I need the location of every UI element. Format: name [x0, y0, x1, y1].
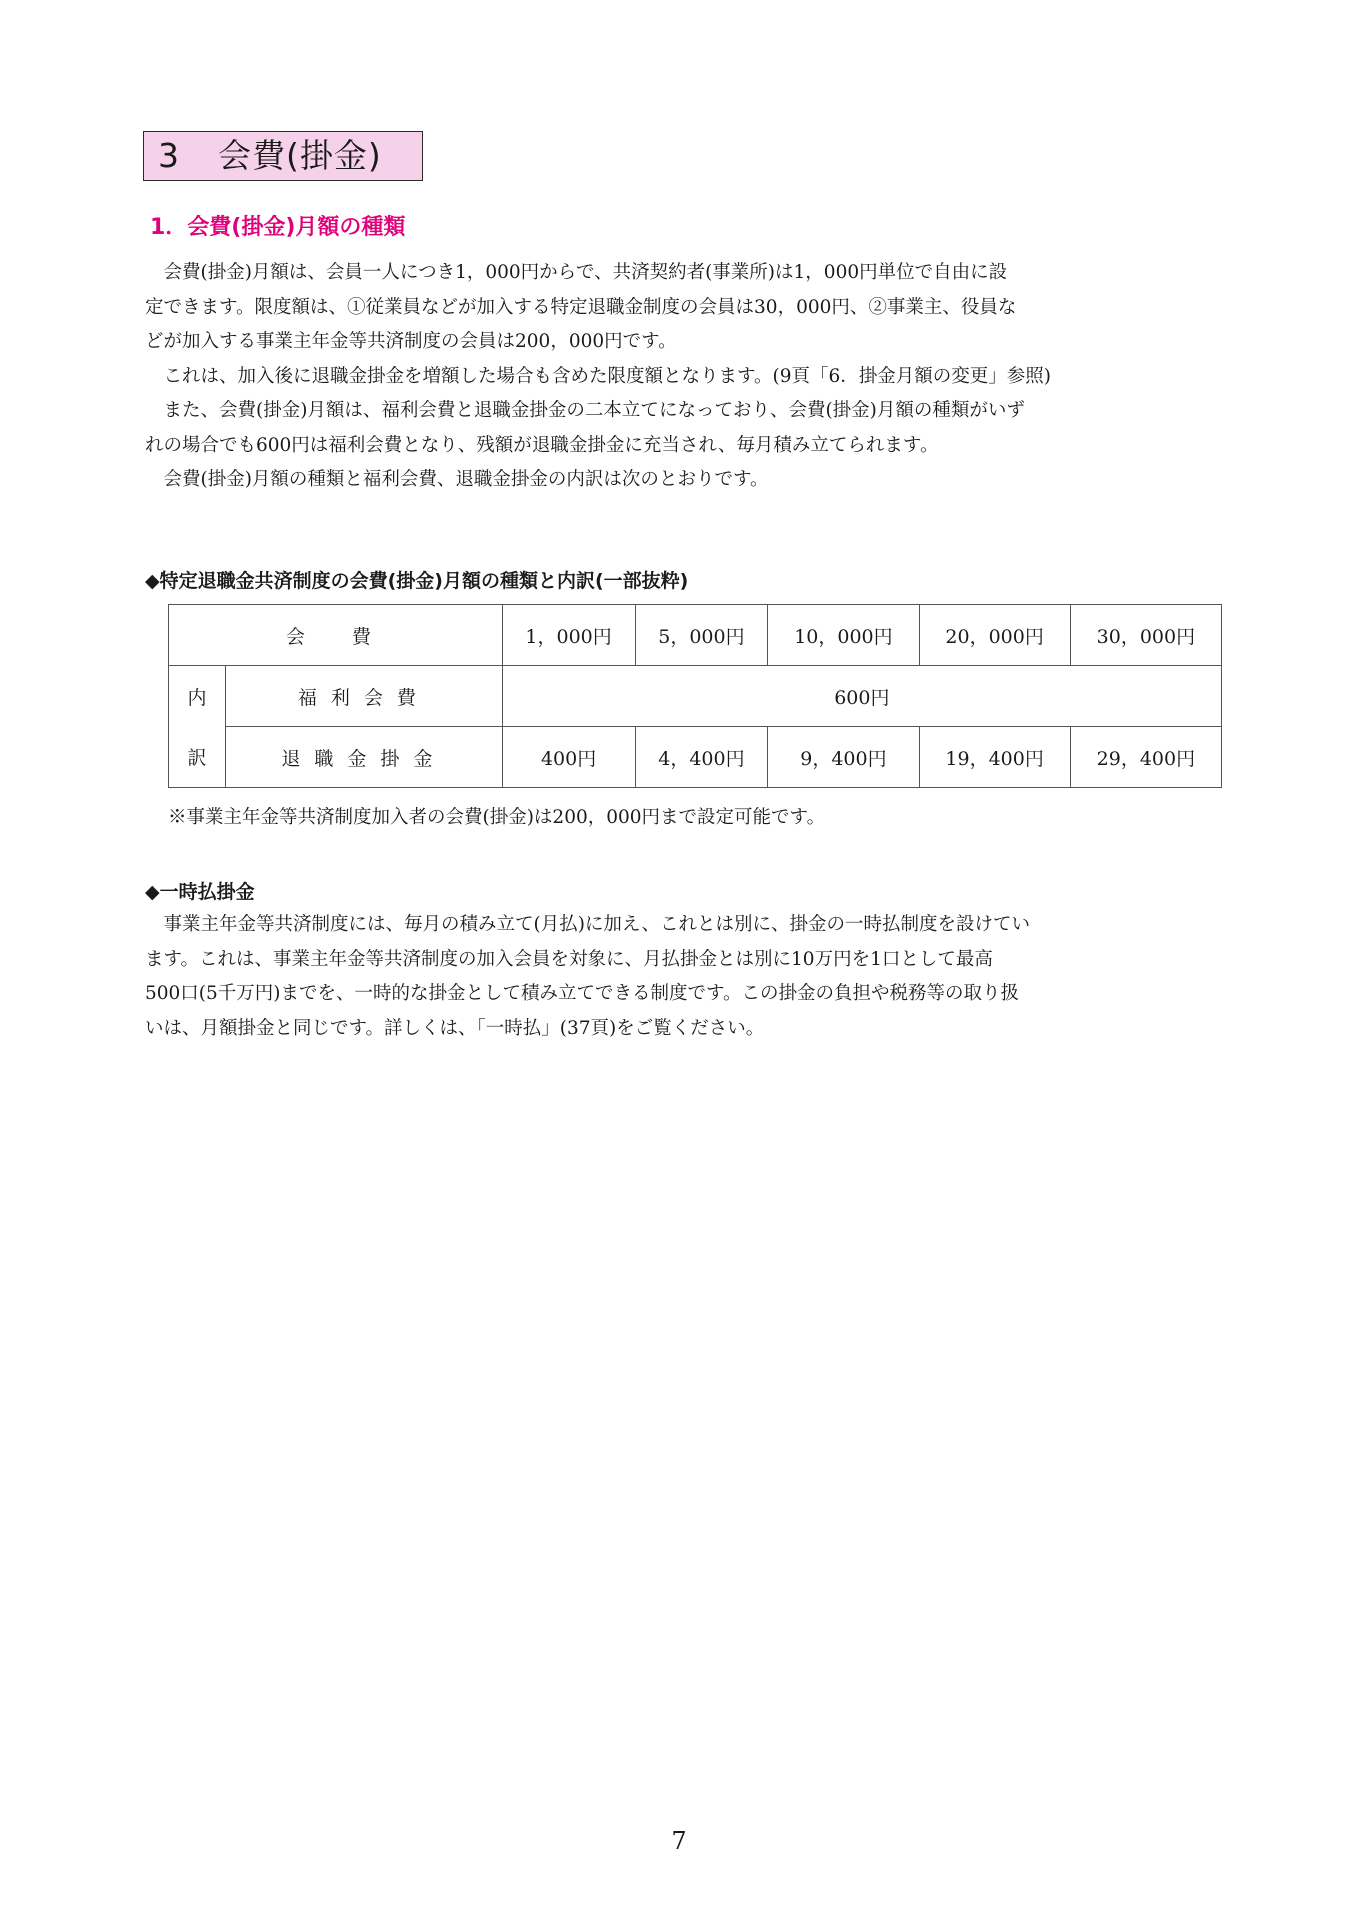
retirement-cell: 400円	[502, 727, 635, 788]
fee-cell: 10，000円	[768, 605, 919, 666]
retirement-cell: 4，400円	[635, 727, 768, 788]
table-note: ※事業主年金等共済制度加入者の会費(掛金)は200，000円まで設定可能です。	[168, 807, 826, 828]
breakdown-label-bottom: 訳	[169, 727, 226, 788]
text-line: ます。これは、事業主年金等共済制度の加入会員を対象に、月払掛金とは別に10万円を1口として最高	[145, 948, 993, 970]
lump-sum-heading: ◆一時払掛金	[145, 881, 255, 903]
fee-cell: 5，000円	[635, 605, 768, 666]
retirement-cell: 19，400円	[919, 727, 1070, 788]
table-row	[169, 727, 1222, 788]
table-heading: ◆特定退職金共済制度の会費(掛金)月額の種類と内訳(一部抜粋)	[145, 570, 689, 592]
text-line: これは、加入後に退職金掛金を増額した場合も含めた限度額となります。(9頁「6．掛金月額の変更」参照)	[145, 365, 1051, 387]
fee-breakdown-table	[168, 604, 1222, 788]
fee-label-cell: 会 費	[169, 605, 503, 666]
section-title: 会費(掛金)	[218, 136, 382, 175]
welfare-value-cell: 600円	[502, 666, 1221, 727]
text-line: 会費(掛金)月額の種類と福利会費、退職金掛金の内訳は次のとおりです。	[145, 469, 769, 490]
text-line: どが加入する事業主年金等共済制度の会員は200，000円です。	[145, 331, 677, 352]
section-title-box	[143, 131, 423, 181]
fee-cell: 20，000円	[919, 605, 1070, 666]
intro-paragraph	[145, 256, 1225, 498]
table-row	[169, 605, 1222, 666]
text-line: 会費(掛金)月額は、会員一人につき1，000円からで、共済契約者(事業所)は1，000円単位で自由に設	[145, 262, 1008, 283]
heading-fee-types: 1．会費(掛金)月額の種類	[150, 215, 406, 240]
text-line: 定できます。限度額は、①従業員などが加入する特定退職金制度の会員は30，000円、②事業主、役員な	[145, 296, 1017, 318]
text-line: れの場合でも600円は福利会費となり、残額が退職金掛金に充当され、毎月積み立てられます。	[145, 434, 939, 456]
section-number: 3	[158, 136, 180, 175]
table-row	[169, 666, 1222, 727]
breakdown-label-top: 内	[169, 666, 226, 727]
fee-cell: 1，000円	[502, 605, 635, 666]
retirement-label-cell: 退職金掛金	[226, 727, 503, 788]
text-line: いは、月額掛金と同じです。詳しくは、「一時払」(37頁)をご覧ください。	[145, 1017, 765, 1039]
text-line: 事業主年金等共済制度には、毎月の積み立て(月払)に加え、これとは別に、掛金の一時払制度を設けてい	[145, 914, 1031, 935]
lump-sum-paragraph	[145, 908, 1225, 1046]
text-line: また、会費(掛金)月額は、福利会費と退職金掛金の二本立てになっており、会費(掛金)月額の種類がいず	[145, 400, 1025, 421]
text-line: 500口(5千万円)までを、一時的な掛金として積み立てできる制度です。この掛金の負担や税務等の取り扱	[145, 983, 1020, 1004]
welfare-label-cell: 福利会費	[226, 666, 503, 727]
fee-cell: 30，000円	[1070, 605, 1221, 666]
page-number: 7	[671, 1827, 687, 1855]
retirement-cell: 9，400円	[768, 727, 919, 788]
retirement-cell: 29，400円	[1070, 727, 1221, 788]
